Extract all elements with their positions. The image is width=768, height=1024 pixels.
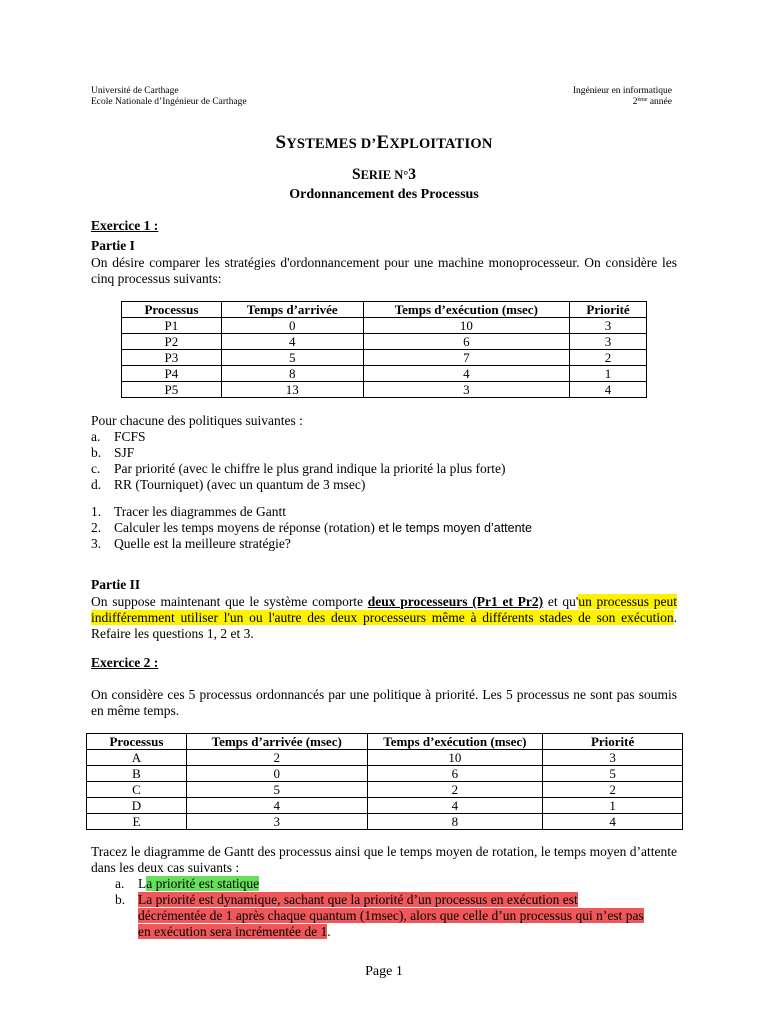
col-header: Temps d’arrivée: [221, 302, 363, 318]
table-cell: 5: [186, 782, 367, 798]
table-cell: 0: [186, 766, 367, 782]
exercice2-task: Tracez le diagramme de Gantt des processus ainsi que le temps moyen de rotation, le temps moyen d’attente dans les deux cas suivants :: [91, 844, 677, 875]
col-header: Processus: [87, 734, 187, 750]
partie2-text: On suppose maintenant que le système comporte deux processeurs (Pr1 et Pr2) et qu'un processus peut indifféremment utiliser l'un ou l'autre des deux processeurs même à différents stades de son exécution. Refaire les questions 1, 2 et 3.: [91, 594, 678, 641]
table-row: [122, 334, 647, 350]
serie-title: SERIE N°3: [351, 166, 417, 183]
table-cell: 3: [186, 814, 367, 830]
table-cell: 0: [221, 318, 363, 334]
table-cell: B: [87, 766, 187, 782]
table-cell: 7: [363, 350, 570, 366]
document-subtitle: Ordonnancement des Processus: [289, 187, 479, 202]
table-cell: 4: [367, 798, 543, 814]
table-cell: 3: [543, 750, 683, 766]
table-cell: 8: [367, 814, 543, 830]
table-cell: P4: [122, 366, 222, 382]
list-item: b. La priorité est dynamique, sachant que la priorité d’un processus en exécution est décrémentée de 1 après chaque quantum (1msec), alors que celle d’un processus qui n’est pas en exécution sera incrémentée de 1.: [115, 892, 644, 939]
list-item: d. RR (Tourniquet) (avec un quantum de 3 msec): [91, 477, 366, 492]
highlight-yellow: un processus peut indifféremment utiliser l'un ou l'autre des deux processeurs même à différents stades de son exécution: [91, 594, 678, 625]
table-row: [122, 318, 647, 334]
table-cell: P3: [122, 350, 222, 366]
col-header: Temps d’exécution (msec): [363, 302, 570, 318]
table-row: [122, 350, 647, 366]
table-cell: P1: [122, 318, 222, 334]
table-cell: 4: [186, 798, 367, 814]
year-label: 2ème année: [632, 97, 672, 107]
header-left: [91, 86, 247, 108]
partie1-heading: Partie I: [91, 238, 135, 253]
list-item: 1. Tracer les diagrammes de Gantt: [91, 504, 286, 519]
table-cell: P5: [122, 382, 222, 398]
list-item: b. SJF: [91, 445, 135, 460]
process-table-1: [121, 301, 647, 398]
table-cell: 4: [363, 366, 570, 382]
table-header-row: [122, 302, 647, 318]
partie2-heading: Partie II: [91, 577, 141, 592]
list-item: 3. Quelle est la meilleure stratégie?: [91, 536, 291, 551]
table-cell: 5: [543, 766, 683, 782]
table-cell: 1: [543, 798, 683, 814]
table-cell: D: [87, 798, 187, 814]
table-cell: 1: [570, 366, 647, 382]
table-row: [87, 750, 683, 766]
policies-list: [91, 429, 677, 493]
table-row: [87, 782, 683, 798]
table-cell: 3: [570, 318, 647, 334]
table-cell: 2: [367, 782, 543, 798]
table-cell: 4: [570, 382, 647, 398]
col-header: Priorité: [570, 302, 647, 318]
table-header-row: [87, 734, 683, 750]
table-cell: 4: [543, 814, 683, 830]
table-cell: 10: [367, 750, 543, 766]
university-name: Université de Carthage: [91, 86, 179, 96]
table-cell: 4: [221, 334, 363, 350]
partie1-intro: On désire comparer les stratégies d'ordonnancement pour une machine monoprocesseur. On considère les cinq processus suivants:: [91, 255, 677, 286]
col-header: Priorité: [543, 734, 683, 750]
table-cell: P2: [122, 334, 222, 350]
table-cell: 2: [543, 782, 683, 798]
page-number: Page 1: [365, 964, 403, 979]
list-item: 2. Calculer les temps moyens de réponse (rotation) et le temps moyen d’attente: [91, 520, 532, 535]
school-name: Ecole Nationale d’Ingénieur de Carthage: [91, 97, 247, 107]
cases-list: [91, 876, 677, 940]
exercice2-heading: Exercice 2 :: [91, 655, 159, 670]
table-row: [122, 382, 647, 398]
header-right: [573, 86, 672, 108]
questions-list: [91, 504, 677, 552]
table-cell: 2: [570, 350, 647, 366]
table-row: [87, 814, 683, 830]
list-item: c. Par priorité (avec le chiffre le plus grand indique la priorité la plus forte): [91, 461, 506, 476]
exercice1-heading: Exercice 1 :: [91, 218, 159, 233]
table-cell: 2: [186, 750, 367, 766]
table-cell: E: [87, 814, 187, 830]
highlight-red: La priorité est dynamique, sachant que la priorité d’un processus en exécution est décrémentée de 1 après chaque quantum (1msec), alors que celle d’un processus qui n’est pas en exécution sera incrémentée de 1: [138, 892, 644, 939]
document-title: SYSTEMES D’EXPLOITATION: [275, 132, 493, 153]
table-cell: 6: [363, 334, 570, 350]
col-header: Temps d’arrivée (msec): [186, 734, 367, 750]
table-cell: A: [87, 750, 187, 766]
col-header: Processus: [122, 302, 222, 318]
table-cell: C: [87, 782, 187, 798]
exercice2-intro: On considère ces 5 processus ordonnancés par une politique à priorité. Les 5 processus ne sont pas soumis en même temps.: [91, 687, 677, 718]
table-cell: 3: [570, 334, 647, 350]
table-row: [87, 798, 683, 814]
highlight-green: a priorité est statique: [146, 876, 260, 891]
program-name: Ingénieur en informatique: [572, 86, 672, 96]
col-header: Temps d’exécution (msec): [367, 734, 543, 750]
table-cell: 13: [221, 382, 363, 398]
table-cell: 5: [221, 350, 363, 366]
list-item: a. La priorité est statique: [115, 876, 260, 891]
policies-intro: Pour chacune des politiques suivantes :: [91, 413, 303, 428]
table-cell: 6: [367, 766, 543, 782]
process-table-2: [86, 733, 683, 830]
list-item: a. FCFS: [91, 429, 146, 444]
table-cell: 8: [221, 366, 363, 382]
emphasis-processors: deux processeurs (Pr1 et Pr2): [367, 594, 544, 609]
table-cell: 10: [363, 318, 570, 334]
table-row: [87, 766, 683, 782]
table-row: [122, 366, 647, 382]
table-cell: 3: [363, 382, 570, 398]
